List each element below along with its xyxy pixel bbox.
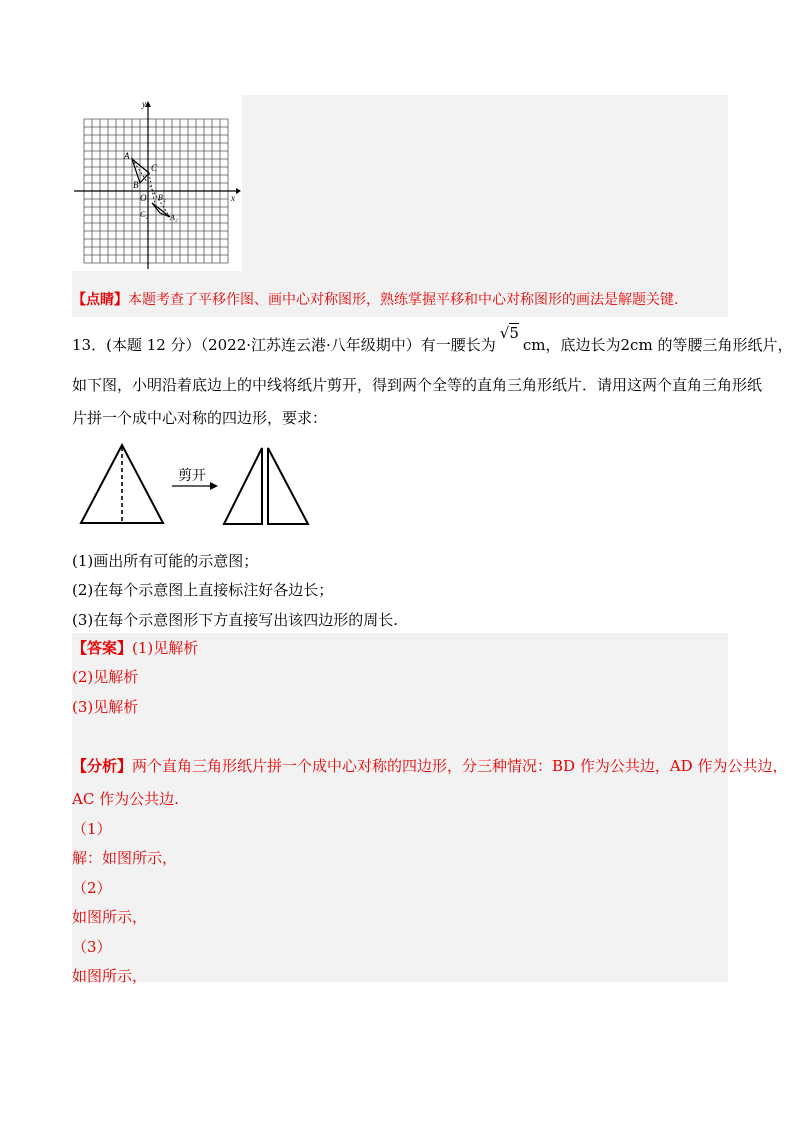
- analysis-part2-text: 如图所示，: [72, 908, 148, 926]
- answer-line1: [72, 637, 198, 659]
- label-a2: A₂: [170, 213, 178, 222]
- cut-triangle-figure: [76, 442, 326, 526]
- question-line2: 如下图，小明沿着底边上的中线将纸片剪开，得到两个全等的直角三角形纸片．请用这两个直角三角形纸: [72, 376, 763, 394]
- comment-text: 本题考查了平移作图、画中心对称图形，熟练掌握平移和中心对称图形的画法是解题关键.: [128, 292, 679, 308]
- comment-line: [72, 289, 678, 311]
- coordinate-grid: [72, 95, 242, 271]
- analysis-line2: AC 作为公共边.: [72, 790, 179, 808]
- requirement-2: (2)在每个示意图上直接标注好各边长；: [72, 581, 334, 599]
- right-triangle-left: [224, 448, 262, 524]
- requirement-3: (3)在每个示意图形下方直接写出该四边形的周长.: [72, 611, 399, 629]
- label-c2: C₂: [140, 210, 149, 219]
- cut-triangle-diagram: [76, 442, 326, 526]
- right-triangle-right: [268, 448, 308, 524]
- dashed-line-c: [149, 173, 155, 205]
- label-b: B: [133, 180, 139, 190]
- answer-tag: 【答案】: [72, 639, 133, 657]
- comment-tag: 【点睛】: [72, 292, 128, 308]
- analysis-text: 两个直角三角形纸片拼一个成中心对称的四边形，分三种情况：BD 作为公共边，AD 作为公共边，: [132, 757, 788, 775]
- requirement-1: (1)画出所有可能的示意图；: [72, 552, 259, 570]
- cut-label: 剪开: [178, 469, 206, 484]
- analysis-part3-text: 如图所示，: [72, 967, 148, 985]
- question-intro-cont: cm，底边长为2cm 的等腰三角形纸片，: [522, 336, 793, 354]
- analysis-part3: （3）: [72, 938, 112, 956]
- cut-arrow-head: [210, 482, 218, 490]
- label-x: x: [231, 193, 235, 203]
- x-axis-arrow: [236, 188, 241, 194]
- coordinate-grid-figure: [72, 95, 242, 271]
- answer-2: (2)见解析: [72, 668, 139, 686]
- question-line3: 片拼一个成中心对称的四边形，要求：: [72, 409, 328, 427]
- label-a: A: [124, 151, 130, 161]
- analysis-tag: 【分析】: [72, 757, 133, 775]
- analysis-line1: [72, 755, 787, 777]
- analysis-part1-text: 解：如图所示，: [72, 849, 178, 867]
- label-origin: O: [140, 193, 147, 203]
- answer-1: (1)见解析: [132, 639, 199, 657]
- analysis-part2: （2）: [72, 879, 112, 897]
- question-intro: [72, 324, 793, 356]
- sqrt-value: 5: [509, 324, 519, 342]
- label-y: y: [142, 99, 146, 109]
- sqrt-icon: √: [499, 324, 510, 342]
- answer-3: (3)见解析: [72, 698, 139, 716]
- label-c: C: [151, 163, 158, 173]
- question-intro-text: 13．(本题 12 分）（2022·江苏连云港·八年级期中）有一腰长为: [72, 336, 496, 354]
- label-b2: B₂: [158, 193, 166, 202]
- analysis-part1: （1）: [72, 820, 112, 838]
- sqrt-expression: [500, 322, 519, 344]
